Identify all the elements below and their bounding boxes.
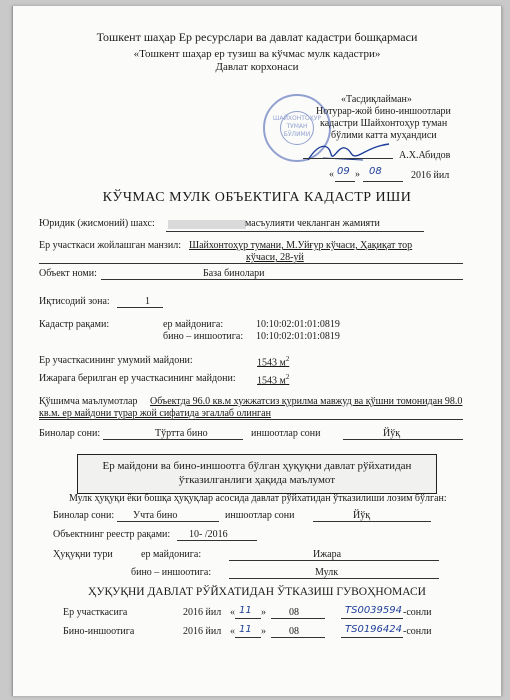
approval-line-1: Нотурар-жой бино-иншоотлари [316,106,451,117]
cadastre-label: Кадастр рақами: [39,319,110,330]
cert-land-month: 08 [289,607,299,618]
registry-value: 10- /2016 [189,529,228,540]
box-title-1: Ер майдони ва бино-иншоотга бўлган ҳуқуқни давлат рўйхатидан [102,460,412,472]
right-building-value: Мулк [315,567,339,578]
date-quote-close: » [355,169,360,180]
economic-zone-label: Иқтисодий зона: [39,296,110,307]
approval-title: «Тасдиқлайман» [341,94,412,105]
cert-land-year: 2016 йил [183,607,222,618]
stamp-text-2: ТУМАН [286,123,308,130]
header-line-2: «Тошкент шаҳар ер тузиш ва кўчмас мулк кадастри» [133,48,381,60]
right-land-label: ер майдонига: [141,549,202,560]
document-page [12,6,502,696]
structures-label: иншоотлар сони [251,428,321,439]
box-subtitle: Мулк ҳуқуқи ёки бошқа ҳуқуқлар асосида давлат рўйхатидан ўтказилиши лозим бўлган: [69,493,447,504]
cadastre-land-label: ер майдонига: [163,319,224,330]
legal-entity-value: масъулияти чекланган жамияти [245,218,380,229]
extra-info-label: Қўшимча маълумотлар [39,396,138,407]
cert-building-quote-close: » [261,626,266,637]
cert-land-day: 11 [239,605,252,616]
approval-date-year: 2016 йил [411,170,450,181]
registration-box [77,454,437,494]
right-building-label: бино – иншоотига: [131,567,212,578]
approval-date-day: 09 [337,166,350,177]
cadastre-building-number: 10:10:02:01:01:0819 [256,331,340,342]
box-buildings-value: Учта бино [133,510,178,521]
approval-date-month: 08 [369,166,382,177]
cert-building-year: 2016 йил [183,626,222,637]
cert-land-quote-open: « [230,607,235,618]
extra-info-value-1: Объектда 96.0 кв.м хужжатсиз қурилма мавжуд ва қўшни томонидан 98.0 [150,396,463,407]
header-line-3: Давлат корхонаси [215,61,299,73]
cert-building-day: 11 [239,624,252,635]
header-line-1: Тошкент шаҳар Ер ресурслари ва давлат кадастри бошқармаси [96,30,418,44]
object-name-value: База бинолари [203,268,265,279]
right-land-value: Ижара [313,549,342,560]
cert-land-quote-close: » [261,607,266,618]
cert-building-quote-open: « [230,626,235,637]
approval-line-2: кадастри Шайхонтоҳур туман [320,118,448,129]
total-area-label: Ер участкасининг умумий майдони: [39,355,193,366]
buildings-value: Тўртта бино [155,428,208,439]
cert-building-label: Бино-иншоотига [63,626,135,637]
buildings-label: Бинолар сони: [39,428,101,439]
cert-land-number: TS0039594 [345,605,402,616]
date-quote-open: « [329,169,334,180]
box-structures-label: иншоотлар сони [225,510,295,521]
rent-area-label: Ижарага берилган ер участкасининг майдони: [39,373,236,384]
total-area-value: 1543 $м^2$ [257,355,290,369]
stamp-text-3: БЎЛИМИ [283,131,311,138]
address-value-2: кўчаси, 28-уй [246,252,304,263]
cert-land-suffix: -сонли [403,607,432,618]
redacted-name [168,220,246,229]
cert-building-month: 08 [289,626,299,637]
cert-building-number: TS0196424 [345,624,402,635]
legal-entity-label: Юридик (жисмоний) шахс: [39,218,155,229]
signature [303,136,393,168]
stamp-text-1: ШАЙХОНТОҲУР [272,115,322,122]
extra-info-value-2: кв.м. ер майдони турар жой сифатида эгаллаб олинган [39,408,271,419]
approval-line-3: бўлими катта муҳандиси [331,130,437,141]
cert-building-suffix: -сонли [403,626,432,637]
rent-area-value: 1543 $м^2$ [257,373,290,387]
box-title-2: ўтказилганлиги ҳақида маълумот [178,474,336,486]
certificate-title: ҲУҚУҚНИ ДАВЛАТ РЎЙХАТИДАН ЎТКАЗИШ ГУВОҲНОМАСИ [88,586,426,598]
box-structures-value: Йўқ [353,510,371,521]
document-title: КЎЧМАС МУЛК ОБЪЕКТИГА КАДАСТР ИШИ [102,190,412,205]
box-buildings-label: Бинолар сони: [53,510,115,521]
cert-land-label: Ер участкасига [63,607,128,618]
registry-label: Объектнинг реестр рақами: [53,529,171,540]
object-name-label: Объект номи: [39,268,97,279]
right-type-label: Ҳуқуқни тури [53,549,113,560]
structures-value: Йўқ [383,428,401,439]
cadastre-land-number: 10:10:02:01:01:0819 [256,319,340,330]
address-value-1: Шайхонтоҳур тумани, М.Уйғур кўчаси, Ҳақиқат тор [189,240,413,251]
address-label: Ер участкаси жойлашган манзил: [39,240,181,251]
economic-zone-value: 1 [145,296,150,307]
approval-signer: А.Х.Абидов [399,150,451,161]
cadastre-building-label: бино – иншоотига: [163,331,244,342]
